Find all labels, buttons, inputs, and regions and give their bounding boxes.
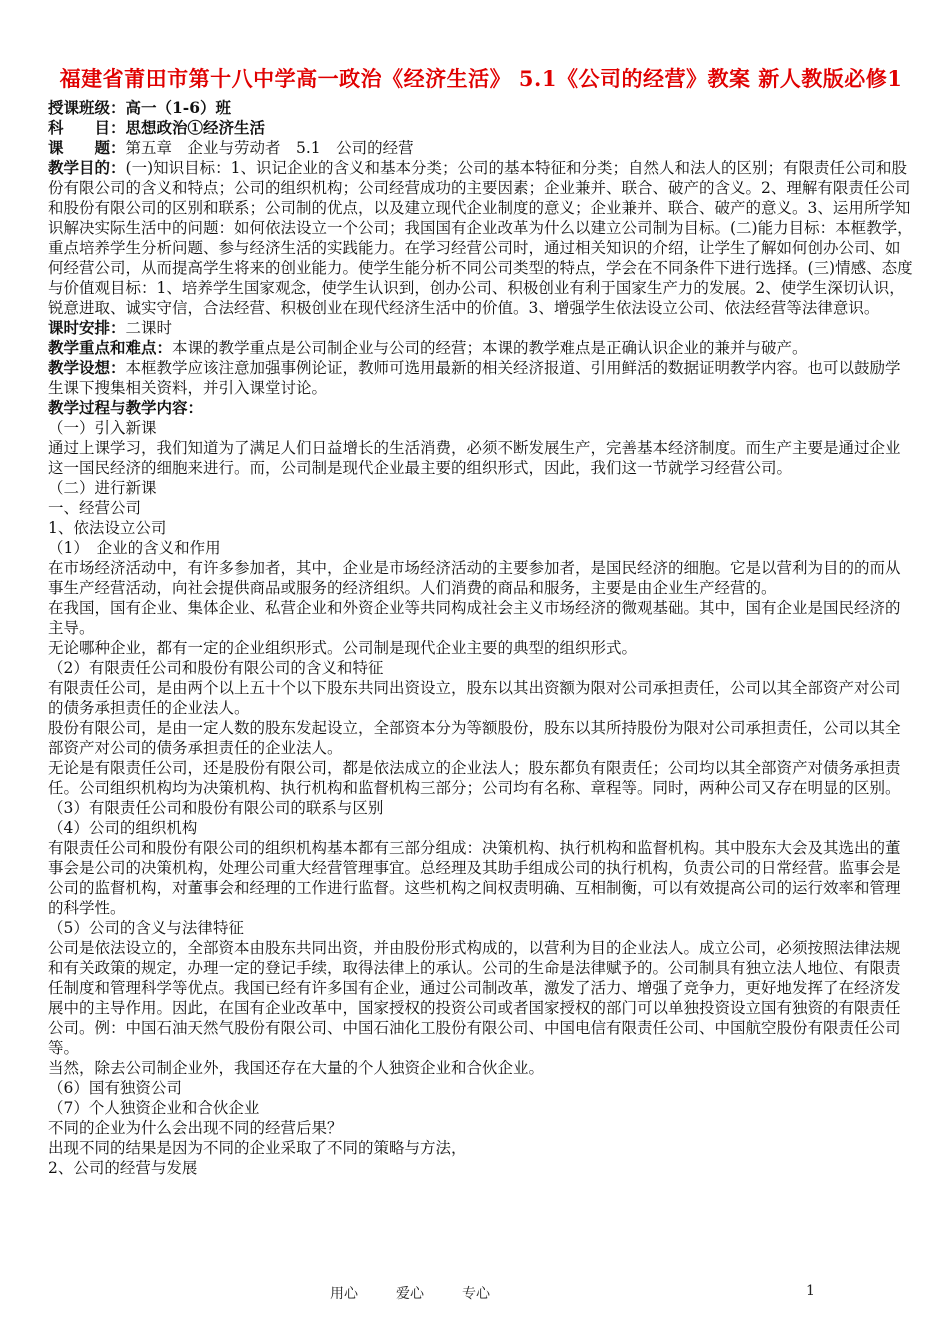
process-paragraph: （6）国有独资公司 xyxy=(48,1079,182,1097)
design-text: 本框教学应该注意加强事例论证，教师可选用最新的相关经济报道、引用鲜活的数据证明教学内容。也可以鼓励学生课下搜集相关资料，并引入课堂讨论。 xyxy=(48,359,901,397)
topic-value: 第五章 企业与劳动者 5.1 公司的经营 xyxy=(125,139,414,157)
process-paragraph: 当然，除去公司制企业外，我国还存在大量的个人独资企业和合伙企业。 xyxy=(48,1059,545,1077)
topic-label: 课 题： xyxy=(48,138,126,157)
schedule-value: 二课时 xyxy=(125,319,173,337)
page-number: 1 xyxy=(806,1283,815,1299)
process-paragraph: （1） 企业的含义和作用 xyxy=(48,539,221,557)
class-value: 高一（1-6）班 xyxy=(125,98,232,117)
class-line xyxy=(48,98,914,118)
page-footer xyxy=(0,1283,950,1303)
footer-motto-item: 用心 xyxy=(330,1286,358,1302)
process-paragraph: （3）有限责任公司和股份有限公司的联系与区别 xyxy=(48,799,384,817)
process-paragraph: （一）引入新课 xyxy=(48,419,157,437)
process-paragraph: 2、公司的经营与发展 xyxy=(48,1159,198,1177)
keypoints-paragraph xyxy=(48,338,914,358)
process-paragraph: 股份有限公司，是由一定人数的股东发起设立，全部资本分为等额股份，股东以其所持股份为限对公司承担责任，公司以其全部资产对公司的债务承担责任的企业法人。 xyxy=(48,719,901,757)
process-paragraph: 1、依法设立公司 xyxy=(48,519,167,537)
process-paragraph: 有限责任公司，是由两个以上五十个以下股东共同出资设立，股东以其出资额为限对公司承担责任，公司以其全部资产对公司的债务承担责任的企业法人。 xyxy=(48,679,901,717)
process-paragraph: 无论是有限责任公司，还是股份有限公司，都是依法成立的企业法人；股东都负有限责任；公司均以其全部资产对债务承担责任。公司组织机构均为决策机构、执行机构和监督机构三部分；公司均有名称、章程等。同时，两种公司又存在明显的区别。 xyxy=(48,759,901,797)
topic-line xyxy=(48,138,914,158)
goals-label: 教学目的： xyxy=(48,158,126,177)
footer-motto xyxy=(330,1283,528,1303)
process-paragraph: （5）公司的含义与法律特征 xyxy=(48,919,244,937)
design-paragraph xyxy=(48,358,914,398)
process-paragraph: （二）进行新课 xyxy=(48,479,157,497)
footer-motto-item: 爱心 xyxy=(396,1286,424,1302)
subject-label: 科 目： xyxy=(48,118,126,137)
subject-line xyxy=(48,118,914,138)
process-paragraph: 无论哪种企业，都有一定的企业组织形式。公司制是现代企业主要的典型的组织形式。 xyxy=(48,639,638,657)
process-paragraph: 公司是依法设立的，全部资本由股东共同出资，并由股份形式构成的，以营利为目的企业法人。成立公司，必须按照法律法规和有关政策的规定，办理一定的登记手续，取得法律上的承认。公司的生命是法律赋予的。公司制具有独立法人地位、有限责任制度和管理科学等优点。我国已经有许多国有企业，通过公司制改革，激发了活力、增强了竞争力，更好地发挥了在经济发展中的主导作用。因此，在国有企业改革中，国家授权的投资公司或者国家授权的部门可以单独投资设立国有独资的有限责任公司。例：中国石油天然气股份有限公司、中国石油化工股份有限公司、中国电信有限责任公司、中国航空股份有限责任公司等。 xyxy=(48,939,901,1057)
class-label: 授课班级： xyxy=(48,98,126,117)
process-paragraph: （7）个人独资企业和合伙企业 xyxy=(48,1099,260,1117)
keypoints-text: 本课的教学重点是公司制企业与公司的经营；本课的教学难点是正确认识企业的兼并与破产。 xyxy=(172,339,808,357)
document-body xyxy=(48,98,914,1178)
process-content xyxy=(48,418,914,1178)
document-title: 福建省莆田市第十八中学高一政治《经济生活》 5.1《公司的经营》教案 新人教版必修1 xyxy=(59,66,903,91)
goals-paragraph xyxy=(48,158,914,318)
process-heading: 教学过程与教学内容： xyxy=(48,398,204,417)
goals-text: (一)知识目标：1、识记企业的含义和基本分类；公司的基本特征和分类；自然人和法人的区别；有限责任公司和股份有限公司的含义和特点；公司的组织机构；公司经营成功的主要因素；企业兼并、联合、破产的含义。2、理解有限责任公司和股份有限公司的区别和联系；公司制的优点，以及建立现代企业制度的意义；企业兼并、联合、破产的意义。3、运用所学知识解决实际生活中的问题：如何依法设立一个公司；我国国有企业改革为什么以建立公司制为目标。(二)能力目标：本框教学，重点培养学生分析问题、参与经济生活的实践能力。在学习经营公司时，通过相关知识的介绍，让学生了解如何创办公司、如何经营公司，从而提高学生将来的创业能力。使学生能分析不同公司类型的特点，学会在不同条件下进行选择。(三)情感、态度与价值观目标：1、培养学生国家观念，使学生认识到，创办公司、积极创业有利于国家生产力的发展。2、使学生深切认识，锐意进取、诚实守信，合法经营、积极创业在现代经济生活中的价值。3、增强学生依法设立公司、依法经营等法律意识。 xyxy=(48,159,913,317)
process-paragraph: （2）有限责任公司和股份有限公司的含义和特征 xyxy=(48,659,384,677)
schedule-label: 课时安排： xyxy=(48,318,126,337)
process-paragraph: 一、经营公司 xyxy=(48,499,142,517)
design-label: 教学设想： xyxy=(48,358,126,377)
process-paragraph: 通过上课学习，我们知道为了满足人们日益增长的生活消费，必须不断发展生产，完善基本经济制度。而生产主要是通过企业这一国民经济的细胞来进行。而，公司制是现代企业最主要的组织形式，因此，我们这一节就学习经营公司。 xyxy=(48,439,901,477)
document-page xyxy=(48,64,914,1178)
process-paragraph: 出现不同的结果是因为不同的企业采取了不同的策略与方法， xyxy=(48,1139,467,1157)
process-paragraph: （4）公司的组织机构 xyxy=(48,819,198,837)
keypoints-label: 教学重点和难点： xyxy=(48,338,173,357)
process-paragraph: 在市场经济活动中，有许多参加者，其中，企业是市场经济活动的主要参加者，是国民经济的细胞。它是以营利为目的的而从事生产经营活动，向社会提供商品或服务的经济组织。人们消费的商品和服务，主要是由企业生产经营的。 xyxy=(48,559,901,597)
process-paragraph: 有限责任公司和股份有限公司的组织机构基本都有三部分组成：决策机构、执行机构和监督机构。其中股东大会及其选出的董事会是公司的决策机构，处理公司重大经营管理事宜。总经理及其助手组成公司的执行机构，负责公司的日常经营。监事会是公司的监督机构，对董事会和经理的工作进行监督。这些机构之间权责明确、互相制衡，可以有效提高公司的运行效率和管理的科学性。 xyxy=(48,839,901,917)
schedule-line xyxy=(48,318,914,338)
process-paragraph: 不同的企业为什么会出现不同的经营后果？ xyxy=(48,1119,343,1137)
footer-motto-item: 专心 xyxy=(462,1286,490,1302)
process-paragraph: 在我国，国有企业、集体企业、私营企业和外资企业等共同构成社会主义市场经济的微观基础。其中，国有企业是国民经济的主导。 xyxy=(48,599,901,637)
subject-value: 思想政治①经济生活 xyxy=(125,118,266,137)
